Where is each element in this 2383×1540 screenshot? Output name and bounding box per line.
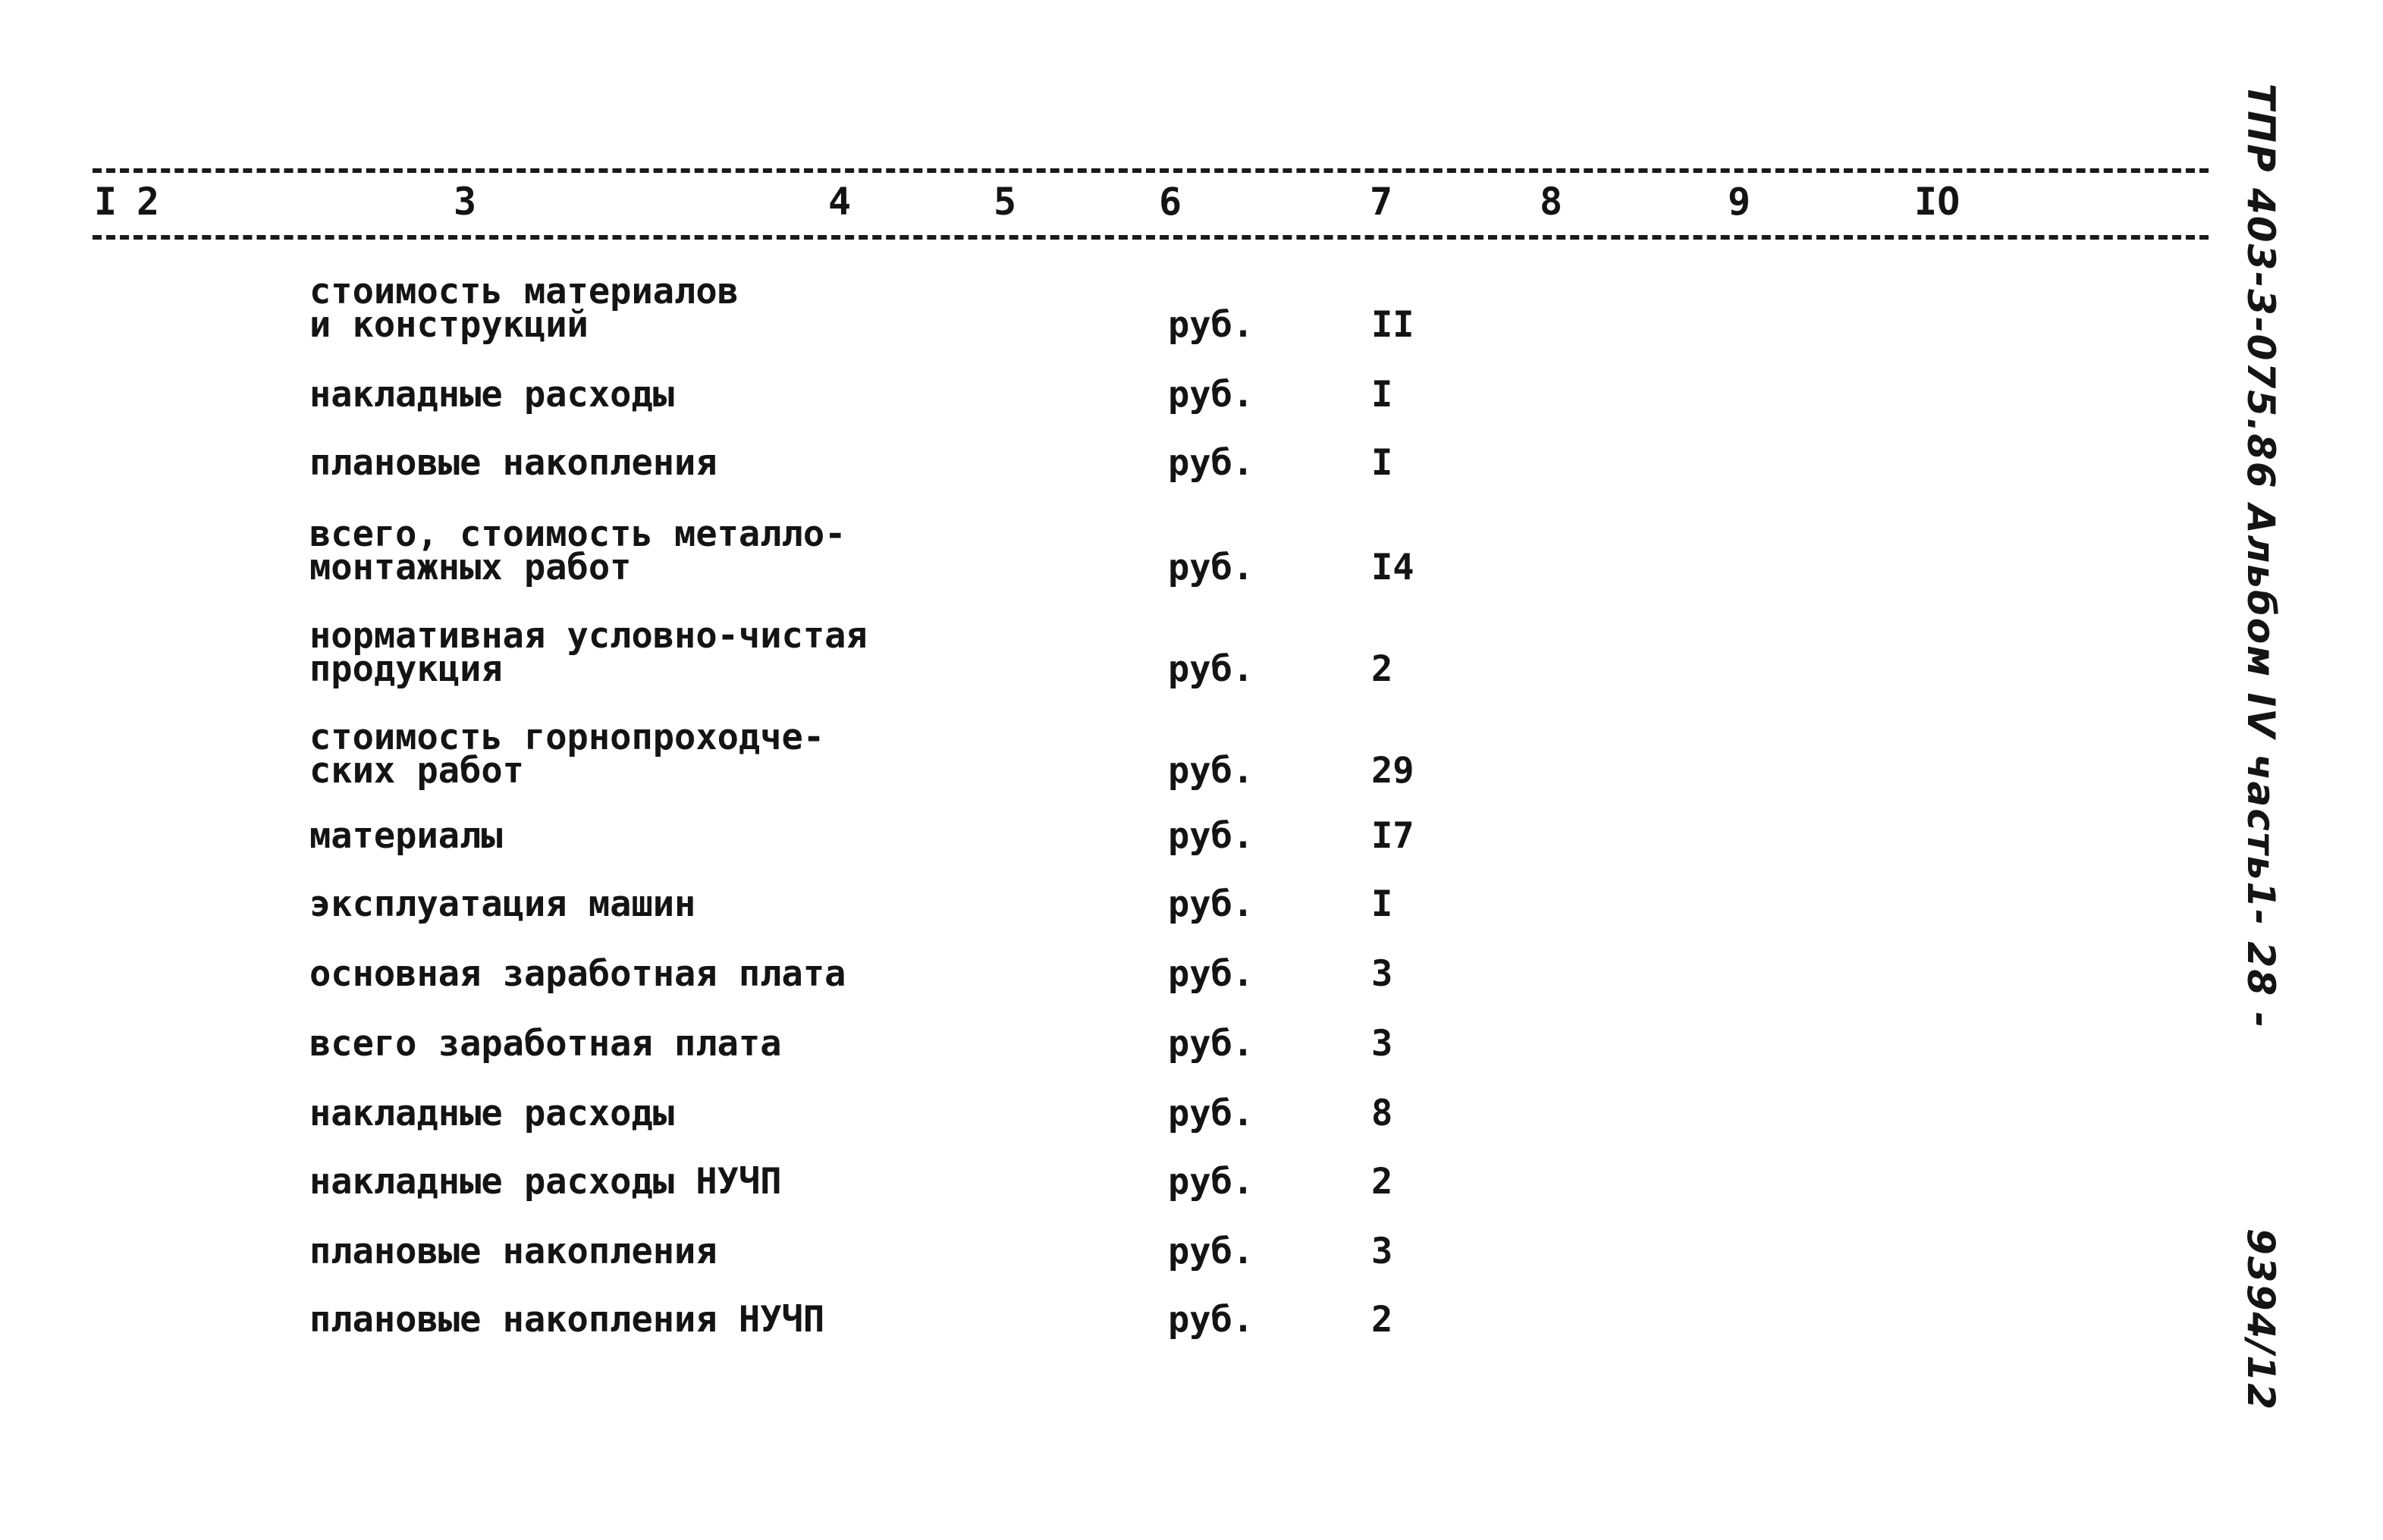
row-value: I4	[1371, 547, 1414, 588]
row-unit: руб.	[1168, 374, 1254, 416]
row-value: 3	[1371, 1231, 1393, 1272]
row-value: I	[1371, 883, 1393, 925]
row-label-line: плановые накопления	[309, 1231, 717, 1272]
row-unit: руб.	[1168, 953, 1254, 995]
row-unit: руб.	[1168, 442, 1254, 484]
row-unit: руб.	[1168, 1161, 1254, 1203]
row-unit: руб.	[1168, 547, 1254, 588]
row-value: 2	[1371, 648, 1393, 690]
row-value: 29	[1371, 750, 1414, 792]
row-label-line: накладные расходы	[309, 1093, 675, 1134]
row-label-line: плановые накопления НУЧП	[309, 1299, 825, 1341]
column-number-5: 5	[994, 180, 1017, 224]
row-unit: руб.	[1168, 1093, 1254, 1134]
row-value: I	[1371, 442, 1393, 484]
row-label-line: накладные расходы НУЧП	[309, 1161, 782, 1203]
row-value: 3	[1371, 953, 1393, 995]
document-code-margin: ТПР 403-3-075.86 Альбом IV часть1- 28 -	[2239, 83, 2283, 1030]
row-label-line: стоимость материалов	[309, 271, 739, 312]
row-label-line: монтажных работ	[309, 547, 632, 588]
column-number-10: IO	[1914, 180, 1961, 224]
row-label-line: нормативная условно-чистая	[309, 615, 868, 657]
row-label-line: эксплуатация машин	[309, 883, 696, 925]
table-header-bottom-rule	[93, 235, 2209, 240]
row-label-line: основная заработная плата	[309, 953, 846, 995]
column-number-9: 9	[1728, 180, 1751, 224]
row-value: I	[1371, 374, 1393, 416]
row-label-line: плановые накопления	[309, 442, 717, 484]
row-value: 8	[1371, 1093, 1393, 1134]
column-number-8: 8	[1540, 180, 1563, 224]
row-unit: руб.	[1168, 815, 1254, 857]
row-label-line: всего заработная плата	[309, 1023, 782, 1065]
row-label-line: материалы	[309, 815, 503, 857]
row-unit: руб.	[1168, 648, 1254, 690]
sheet-number-margin: 9394/12	[2239, 1228, 2283, 1412]
column-number-3: 3	[454, 180, 477, 224]
row-label-line: продукция	[309, 648, 503, 690]
row-unit: руб.	[1168, 883, 1254, 925]
column-number-6: 6	[1159, 180, 1182, 224]
row-unit: руб.	[1168, 304, 1254, 346]
row-value: I7	[1371, 815, 1414, 857]
row-unit: руб.	[1168, 1023, 1254, 1065]
table-header-top-rule	[93, 168, 2209, 173]
column-number-1: I	[94, 180, 118, 224]
row-unit: руб.	[1168, 1231, 1254, 1272]
row-label-line: и конструкций	[309, 304, 589, 346]
row-unit: руб.	[1168, 750, 1254, 792]
row-value: II	[1371, 304, 1414, 346]
column-number-7: 7	[1370, 180, 1393, 224]
row-label-line: стоимость горнопроходче-	[309, 717, 825, 758]
row-unit: руб.	[1168, 1299, 1254, 1341]
column-number-2: 2	[137, 180, 160, 224]
row-value: 3	[1371, 1023, 1393, 1065]
row-label-line: накладные расходы	[309, 374, 675, 416]
row-label-line: всего, стоимость металло-	[309, 513, 846, 555]
row-value: 2	[1371, 1299, 1393, 1341]
column-number-4: 4	[828, 180, 852, 224]
row-value: 2	[1371, 1161, 1393, 1203]
row-label-line: ских работ	[309, 750, 524, 792]
